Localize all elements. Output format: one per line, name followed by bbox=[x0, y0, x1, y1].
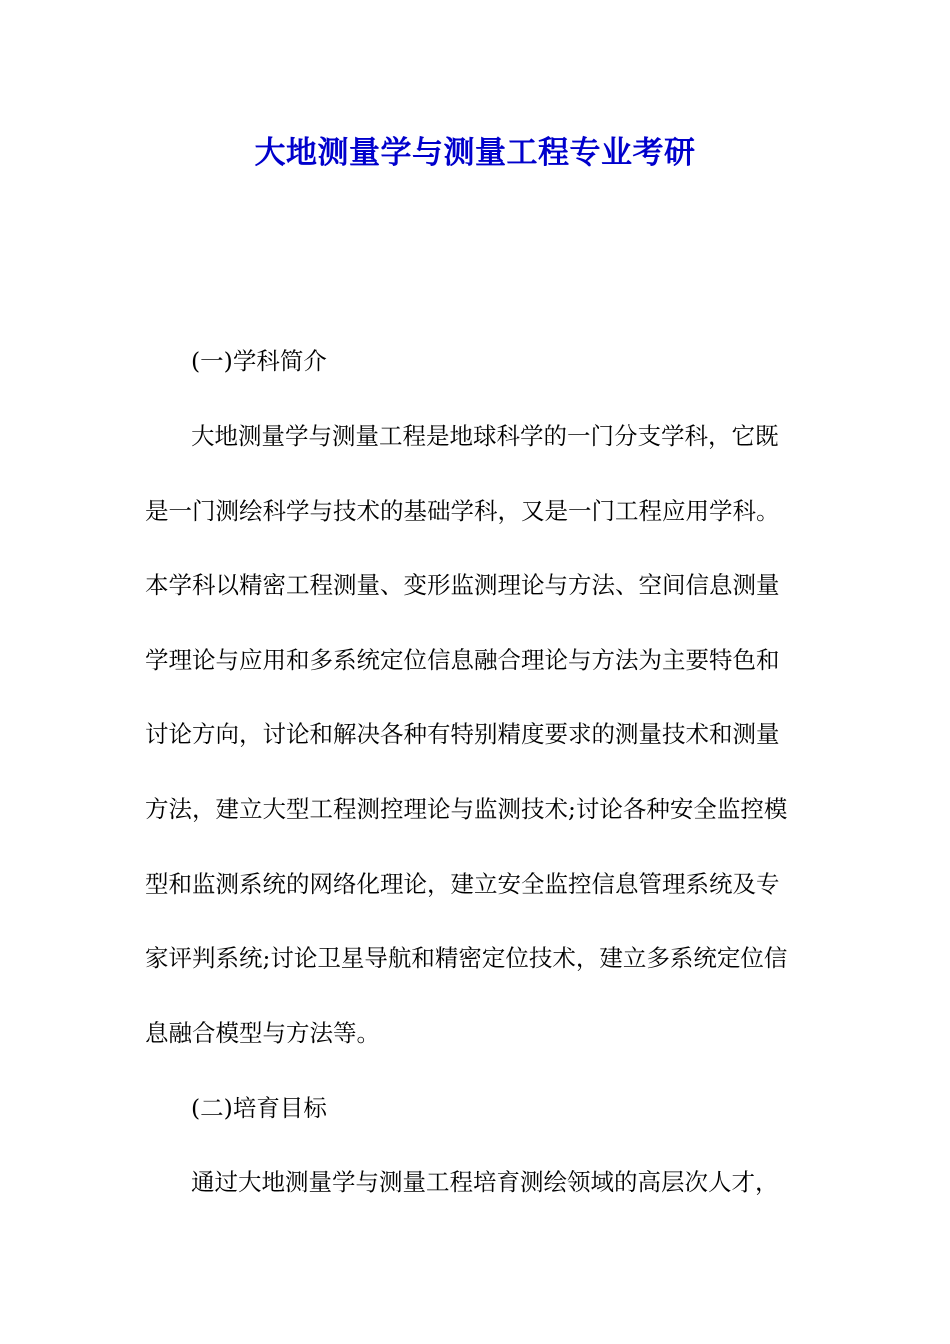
paragraph-line: 学理论与应用和多系统定位信息融合理论与方法为主要特色和 bbox=[145, 645, 780, 674]
paragraph-line: 讨论方向，讨论和解决各种有特别精度要求的测量技术和测量 bbox=[145, 720, 780, 749]
paragraph-line: 息融合模型与方法等。 bbox=[145, 1018, 380, 1047]
paragraph-line: 大地测量学与测量工程是地球科学的一门分支学科，它既 bbox=[191, 422, 779, 450]
section-heading-intro: (一)学科简介 bbox=[191, 347, 327, 375]
paragraph-line: 本学科以精密工程测量、变形监测理论与方法、空间信息测量 bbox=[145, 571, 780, 600]
paragraph-line: 家评判系统;讨论卫星导航和精密定位技术，建立多系统定位信 bbox=[145, 944, 788, 973]
paragraph-line: 型和监测系统的网络化理论，建立安全监控信息管理系统及专 bbox=[145, 869, 780, 898]
document-title: 大地测量学与测量工程专业考研 bbox=[254, 135, 696, 171]
section-intro-paragraph bbox=[145, 418, 807, 1051]
section-heading-goals: (二)培育目标 bbox=[191, 1094, 327, 1122]
section-goals-paragraph bbox=[145, 1164, 807, 1200]
paragraph-line: 是一门测绘科学与技术的基础学科，又是一门工程应用学科。 bbox=[145, 496, 780, 525]
paragraph-line: 通过大地测量学与测量工程培育测绘领域的高层次人才， bbox=[191, 1168, 779, 1196]
paragraph-line: 方法，建立大型工程测控理论与监测技术;讨论各种安全监控模 bbox=[145, 794, 788, 823]
